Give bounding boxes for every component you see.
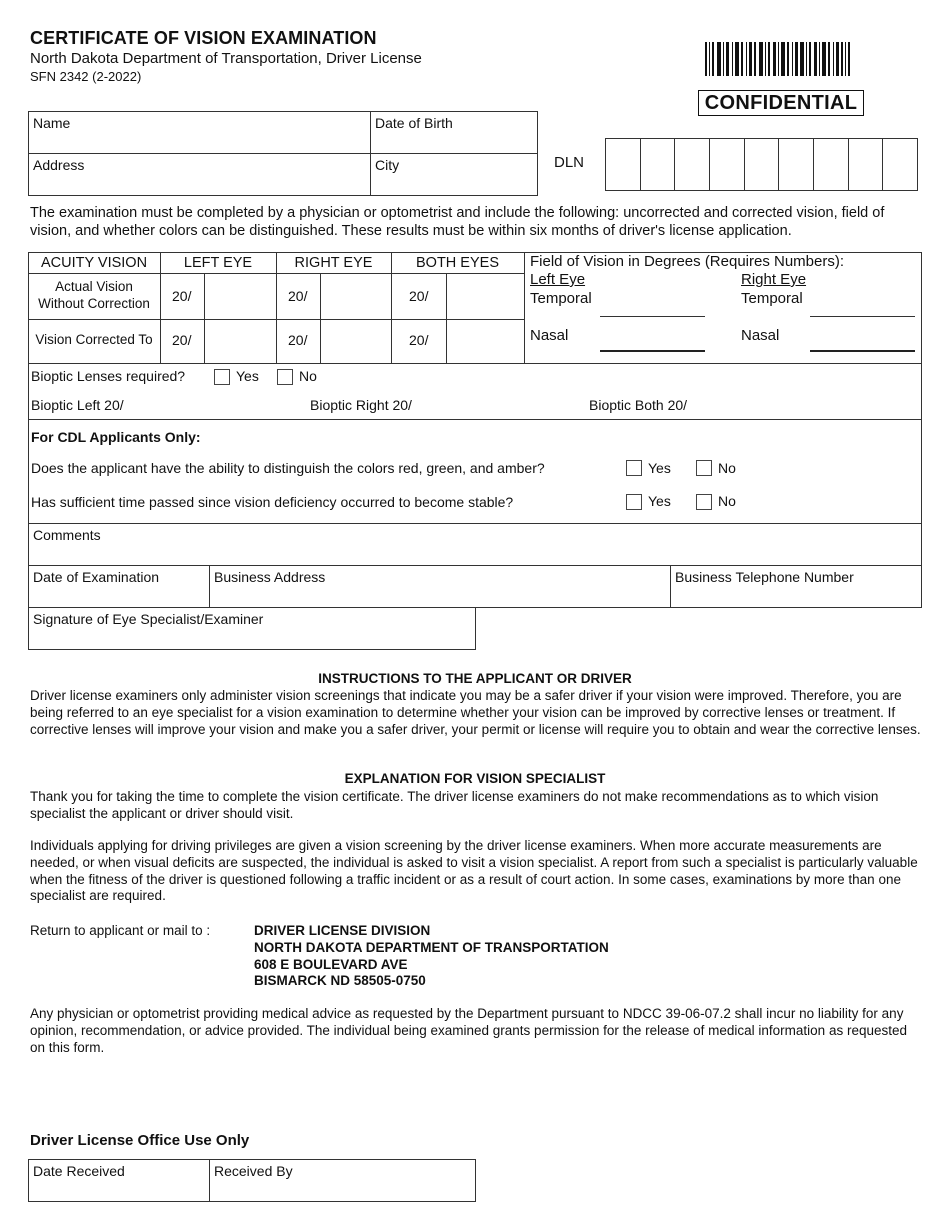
corrected-right-prefix: 20/ (288, 332, 308, 348)
cdl-stable-yes-checkbox[interactable] (626, 494, 642, 510)
right-eye-header: RIGHT EYE (294, 255, 373, 271)
dln-label: DLN (554, 154, 585, 171)
dln-box[interactable] (640, 139, 675, 191)
comments-field[interactable] (28, 523, 922, 566)
explanation-para2: Individuals applying for driving privileges are given a vision screening by the driver license examiners. When more accurate measurements are needed, or when visual deficits are suspected, the individual is asked to visit a vision specialist. A report from such a specialist is particularly valuable when the fitness of the driver is questioned following a traffic incident or as a result of court action. In some cases, examinations by more than one specialist are required. (30, 838, 918, 904)
dln-box[interactable] (813, 139, 848, 191)
bioptic-both-field[interactable]: Bioptic Both 20/ (589, 397, 688, 413)
explanation-heading: EXPLANATION FOR VISION SPECIALIST (344, 771, 606, 786)
mail-line-3: 608 E BOULEVARD AVE (254, 957, 408, 972)
uncorrected-both-input[interactable] (447, 274, 524, 319)
mail-line-1: DRIVER LICENSE DIVISION (254, 923, 431, 938)
date-received-field[interactable]: Date Received (33, 1163, 125, 1179)
confidential-stamp: CONFIDENTIAL (698, 90, 864, 116)
received-by-field[interactable]: Received By (214, 1163, 293, 1179)
cdl-colors-yes-checkbox[interactable] (626, 460, 642, 476)
dln-box[interactable] (848, 139, 883, 191)
office-use-title: Driver License Office Use Only (30, 1132, 250, 1149)
cdl-title: For CDL Applicants Only: (31, 429, 201, 445)
dln-box[interactable] (779, 139, 814, 191)
fov-right-temporal-input[interactable] (810, 316, 915, 317)
cdl-stable-no-label: No (718, 493, 736, 509)
explanation-para1: Thank you for taking the time to complete the vision certificate. The driver license examiners do not make recommendations as to which vision specialist the applicant or driver should visit. (30, 789, 879, 821)
fov-left-temporal-label: Temporal (530, 290, 592, 307)
corrected-both-input[interactable] (447, 320, 524, 364)
business-phone-field[interactable]: Business Telephone Number (675, 569, 854, 585)
mail-line-4: BISMARCK ND 58505-0750 (254, 973, 426, 988)
cdl-question-colors: Does the applicant have the ability to distinguish the colors red, green, and amber? (31, 460, 545, 476)
liability-text: Any physician or optometrist providing medical advice as requested by the Department pursuant to NDCC 39-06-07.2 shall incur no liability for any opinion, recommendation, or advice provided. The individual being examined grants permission for the release of medical information as requested on this form. (30, 1006, 907, 1055)
corrected-both-prefix: 20/ (409, 332, 429, 348)
comments-label: Comments (33, 527, 101, 543)
uncorrected-left-input[interactable] (205, 274, 276, 319)
bioptic-required-label: Bioptic Lenses required? (31, 368, 186, 384)
uncorrected-both-prefix: 20/ (409, 288, 429, 304)
cdl-colors-no-checkbox[interactable] (696, 460, 712, 476)
fov-right-temporal-label: Temporal (741, 290, 803, 307)
cdl-stable-yes-label: Yes (648, 493, 671, 509)
fov-left-temporal-input[interactable] (600, 316, 705, 317)
fov-right-nasal-input[interactable] (810, 350, 915, 352)
bioptic-no-label: No (299, 368, 317, 384)
business-address-field[interactable]: Business Address (214, 569, 326, 585)
fov-right-eye-label: Right Eye (741, 271, 807, 288)
uncorrected-right-input[interactable] (321, 274, 391, 319)
form-number: SFN 2342 (2-2022) (30, 69, 142, 84)
uncorrected-label-line2: Without Correction (38, 296, 150, 311)
exam-date-field[interactable]: Date of Examination (33, 569, 160, 585)
corrected-right-input[interactable] (321, 320, 391, 364)
intro-text: The examination must be completed by a physician or optometrist and include the following: uncorrected and corrected vision, field of vision, and whether colors can be distinguished. These results must be within six months of driver's license application. (30, 205, 885, 239)
agency-name: North Dakota Department of Transportation, Driver License (30, 50, 422, 67)
fov-left-eye-label: Left Eye (530, 271, 586, 288)
corrected-left-prefix: 20/ (172, 332, 192, 348)
bioptic-yes-checkbox[interactable] (214, 369, 230, 385)
return-label: Return to applicant or mail to : (30, 923, 211, 938)
acuity-header: ACUITY VISION (40, 255, 148, 271)
corrected-left-input[interactable] (205, 320, 276, 364)
barcode-image (705, 42, 850, 76)
dln-box[interactable] (709, 139, 744, 191)
bioptic-yes-label: Yes (236, 368, 259, 384)
instructions-heading: INSTRUCTIONS TO THE APPLICANT OR DRIVER (318, 671, 632, 686)
city-field[interactable]: City (375, 157, 400, 173)
bioptic-left-field[interactable]: Bioptic Left 20/ (31, 397, 124, 413)
cdl-colors-yes-label: Yes (648, 460, 671, 476)
mail-line-2: NORTH DAKOTA DEPARTMENT OF TRANSPORTATION (254, 940, 609, 955)
fov-left-nasal-input[interactable] (600, 350, 705, 352)
field-of-vision-title: Field of Vision in Degrees (Requires Numbers): (530, 253, 845, 270)
applicant-col-divider (370, 111, 371, 196)
address-field[interactable]: Address (33, 157, 85, 173)
fov-left-nasal-label: Nasal (530, 327, 569, 344)
dln-box[interactable] (883, 139, 918, 191)
applicant-divider (28, 153, 538, 154)
dob-field[interactable]: Date of Birth (375, 115, 453, 131)
uncorrected-right-prefix: 20/ (288, 288, 308, 304)
dln-box[interactable] (744, 139, 779, 191)
instructions-text: Driver license examiners only administer vision screenings that indicate you may be a safer driver if your vision were improved. Therefore, you are being referred to an eye specialist for a vision examination to determine whether your vision can be improved by corrective lenses or treatment. If corrective lenses will improve your vision and make you a safer driver, your permit or license will require you to obtain and wear the corrective lenses. (30, 688, 921, 737)
both-eyes-header: BOTH EYES (416, 255, 499, 271)
left-eye-header: LEFT EYE (183, 255, 253, 271)
cdl-stable-no-checkbox[interactable] (696, 494, 712, 510)
uncorrected-left-prefix: 20/ (172, 288, 192, 304)
corrected-label: Vision Corrected To (35, 332, 153, 347)
bioptic-right-field[interactable]: Bioptic Right 20/ (310, 397, 412, 413)
form-title: CERTIFICATE OF VISION EXAMINATION (30, 28, 377, 48)
dln-box[interactable] (675, 139, 710, 191)
uncorrected-label-line1: Actual Vision (55, 279, 133, 294)
signature-label: Signature of Eye Specialist/Examiner (33, 611, 264, 627)
bioptic-no-checkbox[interactable] (277, 369, 293, 385)
fov-right-nasal-label: Nasal (741, 327, 780, 344)
dln-box[interactable] (606, 139, 641, 191)
name-field[interactable]: Name (33, 115, 71, 131)
cdl-question-stable: Has sufficient time passed since vision deficiency occurred to become stable? (31, 494, 514, 510)
dln-boxes[interactable] (605, 138, 918, 191)
cdl-colors-no-label: No (718, 460, 736, 476)
